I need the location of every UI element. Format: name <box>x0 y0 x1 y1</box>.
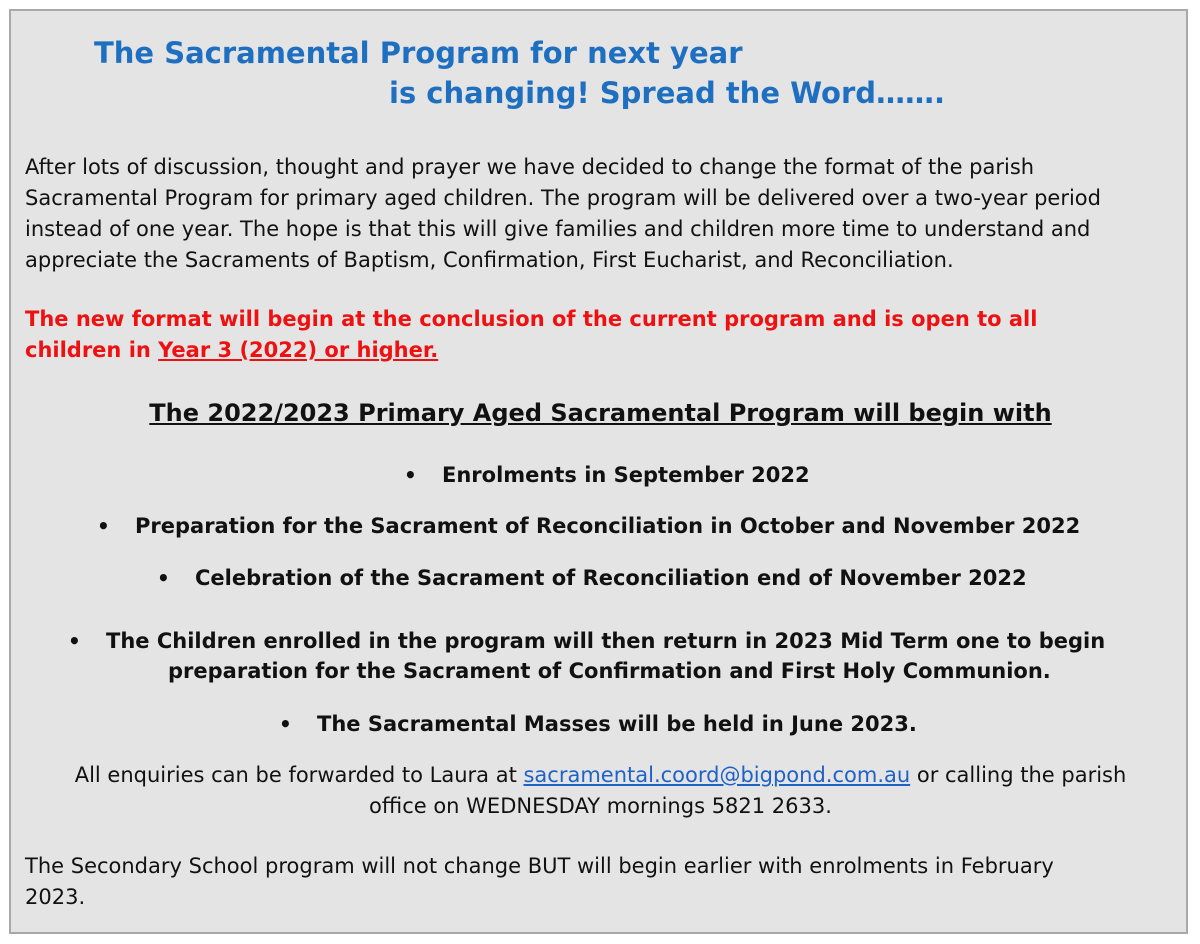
enquiries-line-1 <box>11 760 1190 791</box>
program-heading <box>11 396 1190 430</box>
secondary-paragraph <box>25 851 1054 913</box>
bullet-icon: • <box>404 463 417 487</box>
intro-paragraph <box>25 152 1101 276</box>
enquiries-prefix: All enquiries can be forwarded to Laura at <box>74 763 524 787</box>
flyer-panel <box>9 9 1188 934</box>
program-item-text: The Sacramental Masses will be held in June 2023. <box>317 712 917 736</box>
enquiries-paragraph <box>11 760 1190 822</box>
intro-line: appreciate the Sacraments of Baptism, Confirmation, First Eucharist, and Reconciliation. <box>25 248 954 272</box>
program-heading-text: The 2022/2023 Primary Aged Sacramental Program will begin with <box>149 399 1052 427</box>
new-format-notice <box>25 304 1037 366</box>
program-item-text-continued: preparation for the Sacrament of Confirmation and First Holy Communion. <box>168 659 1051 683</box>
secondary-line-2: 2023. <box>25 885 86 909</box>
bullet-icon: • <box>279 712 292 736</box>
program-item-text: Enrolments in September 2022 <box>442 463 810 487</box>
intro-line: Sacramental Program for primary aged children. The program will be delivered over a two-year period <box>25 186 1101 210</box>
enquiries-line-2: office on WEDNESDAY mornings 5821 2633. <box>369 794 832 818</box>
bullet-icon: • <box>97 514 110 538</box>
notice-line-2 <box>25 335 1037 366</box>
title-line-2: is changing! Spread the Word……. <box>389 76 946 110</box>
eligibility-year: Year 3 (2022) or higher. <box>158 338 439 362</box>
program-item-text: The Children enrolled in the program will then return in 2023 Mid Term one to begin <box>106 629 1106 653</box>
notice-line-2-prefix: children in <box>25 338 159 362</box>
notice-line-1: The new format will begin at the conclusion of the current program and is open to all <box>25 307 1038 331</box>
bullet-icon: • <box>157 566 170 590</box>
enquiries-suffix: or calling the parish <box>910 763 1127 787</box>
program-item-text: Preparation for the Sacrament of Reconciliation in October and November 2022 <box>135 514 1081 538</box>
email-link[interactable]: sacramental.coord@bigpond.com.au <box>523 763 911 787</box>
secondary-line-1: The Secondary School program will not change BUT will begin earlier with enrolments in February <box>25 854 1054 878</box>
program-item <box>404 460 810 490</box>
program-item <box>68 626 1105 686</box>
program-item-text: Celebration of the Sacrament of Reconciliation end of November 2022 <box>195 566 1027 590</box>
program-item <box>279 709 917 739</box>
program-item <box>97 511 1080 541</box>
intro-line: instead of one year. The hope is that this will give families and children more time to understand and <box>25 217 1091 241</box>
bullet-icon: • <box>68 629 81 653</box>
title-line-1: The Sacramental Program for next year <box>94 36 743 70</box>
intro-line: After lots of discussion, thought and prayer we have decided to change the format of the parish <box>25 155 1035 179</box>
program-item <box>157 563 1027 593</box>
